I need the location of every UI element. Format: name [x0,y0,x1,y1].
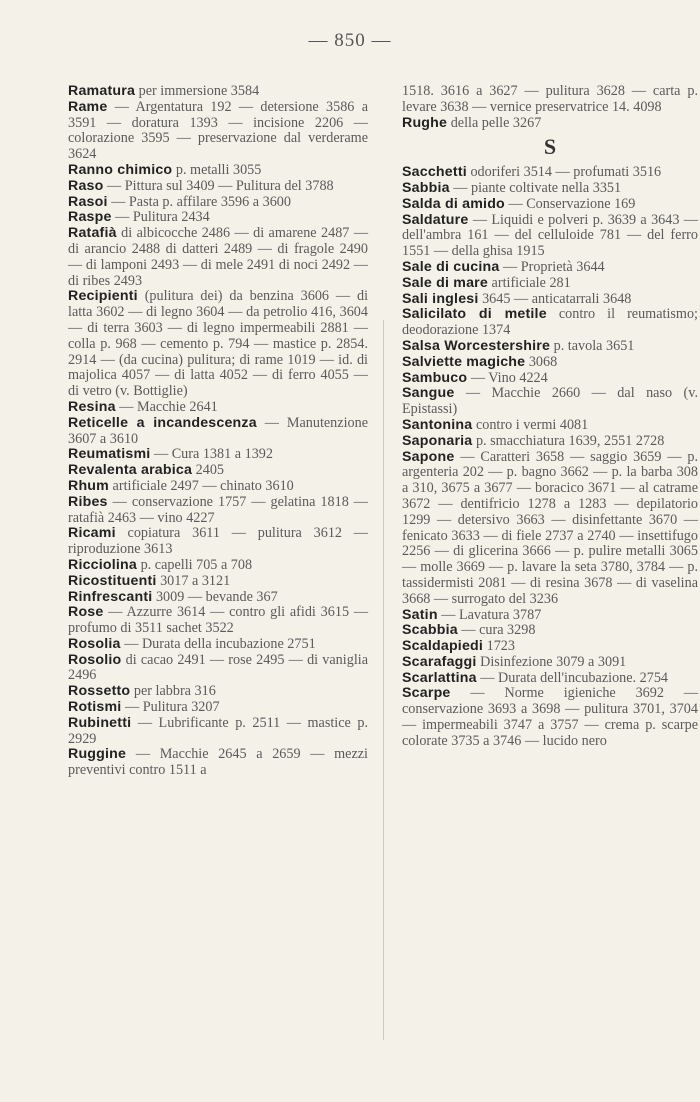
entry-heading: Saponaria [402,432,473,449]
entry-references: (pulitura dei) da benzina 3606 — di latta 3602 — di legno 3604 — da petrolio 416, 3604 — di terra 3603 — di legno impermeabili 2881 — colla p. 968 — cemento p. 794 — mastice p. 2854. 2914 — (da cucina) pulitura; di rame 1019 — id. di majolica 4057 — di latta 4052 — di ferro 4055 — di vetro (v. Bottiglie) [68,288,369,400]
entry-references: — Lavatura 3787 [441,606,542,623]
entry-references: della pelle 3267 [450,114,542,131]
index-entry [68,637,368,653]
entry-heading: Rotismi [68,699,122,716]
entry-references: — Pittura sul 3409 — Pulitura del 3788 [107,177,334,194]
index-entry [68,447,368,463]
entry-references: — Liquidi e polveri p. 3639 a 3643 — dell'ambra 161 — del celluloide 781 — del ferro 1551 — della ghisa 1915 [402,211,698,260]
entry-references: — Norme igieniche 3692 — conservazione 3693 a 3698 — pulitura 3701, 3704 — impermeabili 3747 a 3757 — crema p. scarpe colorate 3735 a 3746 — lucido nero [402,685,699,749]
entry-references: — Cura 1381 a 1392 [153,446,273,463]
index-entry [402,165,698,181]
index-entry [68,495,368,527]
entry-references: odoriferi 3514 — profumati 3516 [470,164,662,181]
entry-heading: Salda di amido [402,195,505,212]
entry-heading: Revalenta arabica [68,462,193,479]
entry-references: — Macchie 2641 [119,398,218,415]
left-column [68,84,368,779]
entry-heading: Rose [68,604,104,621]
entry-heading: Rinfrescanti [68,588,153,605]
index-entry [402,181,698,197]
entry-heading: Rame [68,98,108,115]
entry-heading: Scabbia [402,622,458,639]
entry-references: artificiale 2497 — chinato 3610 [112,477,294,494]
index-entry [402,386,698,418]
index-entry [402,84,698,116]
entry-references: artificiale 281 [491,274,571,291]
index-entry [402,307,698,339]
index-entry [68,226,368,289]
index-entry [68,653,368,685]
entry-references: 1723 [486,638,515,655]
index-entry [402,450,698,608]
index-entry [402,213,698,260]
index-entry [402,608,698,624]
index-entry [68,479,368,495]
index-entry [68,100,368,163]
entry-references: — cura 3298 [461,622,536,639]
entry-heading: Saldature [402,211,469,228]
entry-references: 3017 a 3121 [160,572,231,589]
index-entry [68,463,368,479]
entry-heading: Sambuco [402,369,468,386]
index-entry [402,292,698,308]
entry-references: p. capelli 705 a 708 [140,556,253,573]
entry-references: — Lubrificante p. 2511 — mastice p. 2929 [68,714,369,747]
index-entry [402,639,698,655]
entry-heading: Ricami [68,525,116,542]
entry-heading: Rubinetti [68,714,132,731]
entry-references: — Pulitura 2434 [115,209,210,226]
entry-references: 1518. 3616 a 3627 — pulitura 3628 — carta p. levare 3638 — vernice preservatrice 14. 4098 [402,83,698,115]
entry-references: — Vino 4224 [470,369,548,386]
entry-heading: Sali inglesi [402,290,479,307]
entry-heading: Sabbia [402,179,450,196]
entry-heading: Rughe [402,114,448,131]
index-entry [402,339,698,355]
entry-heading: Recipienti [68,288,138,305]
index-entry [68,590,368,606]
entry-references: per labbra 316 [133,683,216,700]
entry-references: — Conservazione 169 [508,195,636,212]
index-entry [68,210,368,226]
entry-references: p. tavola 3651 [553,337,635,354]
index-entry [402,260,698,276]
entry-heading: Resina [68,398,116,415]
index-entry [402,276,698,292]
index-entry [68,179,368,195]
entry-heading: Scarafaggi [402,653,477,670]
index-entry [68,684,368,700]
entry-heading: Raspe [68,209,112,226]
entry-heading: Ruggine [68,746,127,763]
entry-heading: Salviette magiche [402,353,526,370]
entry-heading: Sale di cucina [402,258,500,275]
index-entry [68,400,368,416]
entry-heading: Rosolio [68,651,122,668]
index-entry [402,418,698,434]
entry-heading: Rosolia [68,635,121,652]
index-entry [68,526,368,558]
column-divider [383,320,384,1040]
entry-heading: Sale di mare [402,274,488,291]
entry-heading: Ranno chimico [68,161,173,178]
index-entry [68,416,368,448]
entry-heading: Sacchetti [402,164,467,181]
entry-heading: Reticelle a incandescenza [68,414,257,431]
entry-references: contro il reumatismo; deodorazione 1374 [402,306,698,339]
index-entry [402,434,698,450]
index-entry [402,686,698,749]
entry-references: — Argentatura 192 — detersione 3586 a 3591 — doratura 1393 — incisione 2206 — colorazione 3595 — preservazione dal verderame 3624 [68,98,369,163]
right-column [402,84,698,750]
entry-references: — Durata dell'incubazione. 2754 [480,669,669,686]
entry-heading: Scaldapiedi [402,638,484,655]
entry-references: — Manutenzione 3607 a 3610 [68,414,368,447]
entry-references: — Pasta p. affilare 3596 a 3600 [111,193,291,210]
section-letter: S [543,134,557,160]
entry-heading: Sapone [402,448,455,465]
entry-references: di albicocche 2486 — di amarene 2487 — di arancio 2488 di datteri 2489 — di fragole 2490 — di lamponi 2493 — di mele 2491 di noci 2492 — di ribes 2493 [68,225,369,289]
entry-heading: Rasoi [68,193,108,210]
entry-references: 3009 — bevande 367 [155,588,278,605]
entry-heading: Rhum [68,477,109,494]
entry-references: copiatura 3611 — pulitura 3612 — riproduzione 3613 [68,525,368,558]
entry-heading: Santonina [402,416,473,433]
entry-references: — Macchie 2645 a 2659 — mezzi preventivi contro 1511 a [68,746,368,779]
entry-heading: Ribes [68,493,108,510]
entry-references: 3645 — anticatarrali 3648 [482,290,632,307]
entry-references: — piante coltivate nella 3351 [453,179,622,196]
index-entry [68,747,368,779]
entry-heading: Salicilato di metile [402,306,547,323]
entry-references: — Durata della incubazione 2751 [124,635,316,652]
page-number: — 850 — [308,30,392,51]
entry-heading: Ramatura [68,83,136,99]
index-entry [68,558,368,574]
entry-heading: Ratafià [68,225,117,242]
entry-heading: Rossetto [68,683,131,700]
entry-references: — conservazione 1757 — gelatina 1818 — ratafià 2463 — vino 4227 [68,493,368,526]
entry-references: 2405 [195,462,224,479]
index-entry [402,655,698,671]
entry-heading: Scarlattina [402,669,477,686]
index-entry [68,84,368,100]
entry-heading: Ricciolina [68,556,138,573]
entry-references: — Proprietà 3644 [502,258,605,275]
index-entry [68,574,368,590]
index-entry [68,700,368,716]
entry-references: Disinfezione 3079 a 3091 [480,653,627,670]
entry-heading: Ricostituenti [68,572,157,589]
entry-heading: Salsa Worcestershire [402,337,551,354]
entry-references: p. metalli 3055 [175,161,262,178]
entry-references: — Pulitura 3207 [124,699,220,716]
entry-references: per immersione 3584 [138,83,260,99]
index-entry [402,116,698,132]
entry-references: — Caratteri 3658 — saggio 3659 — p. argenteria 202 — p. bagno 3662 — p. la barba 308 a 310, 3675 a 3677 — boracico 3671 — al catrame 3672 — dentifricio 1278 a 1283 — depilatorio 1299 — detersivo 3663 — disinfettante 3670 — fenicato 3633 — di fiele 2737 a 2740 — insettifugo 2256 — di glicerina 3666 — p. pulire metalli 3065 — molle 3669 — p. lavare la seta 3780, 3784 — p. tassidermisti 2081 — di resina 3678 — di vaselina 3668 — surrogato del 3236 [402,448,699,607]
entry-heading: Sangue [402,385,455,402]
entry-heading: Reumatismi [68,446,151,463]
index-entry [68,716,368,748]
entry-heading: Scarpe [402,685,451,702]
index-entry [402,623,698,639]
entry-references: p. smacchiatura 1639, 2551 2728 [475,432,665,449]
entry-heading: Satin [402,606,438,623]
entry-references: — Azzurre 3614 — contro gli afidi 3615 — profumo di 3511 sachet 3522 [68,604,369,637]
entry-references: contro i vermi 4081 [475,416,589,433]
index-entry [68,605,368,637]
entry-references: 3068 [528,353,558,370]
index-entry [68,195,368,211]
index-entry [68,163,368,179]
entry-heading: Raso [68,177,104,194]
index-entry [402,371,698,387]
entry-references: — Macchie 2660 — dal naso (v. Epistassi) [402,385,698,418]
index-entry [402,355,698,371]
index-entry [402,671,698,687]
index-entry [68,289,368,400]
entry-references: di cacao 2491 — rose 2495 — di vaniglia 2496 [68,651,368,684]
index-entry [402,197,698,213]
